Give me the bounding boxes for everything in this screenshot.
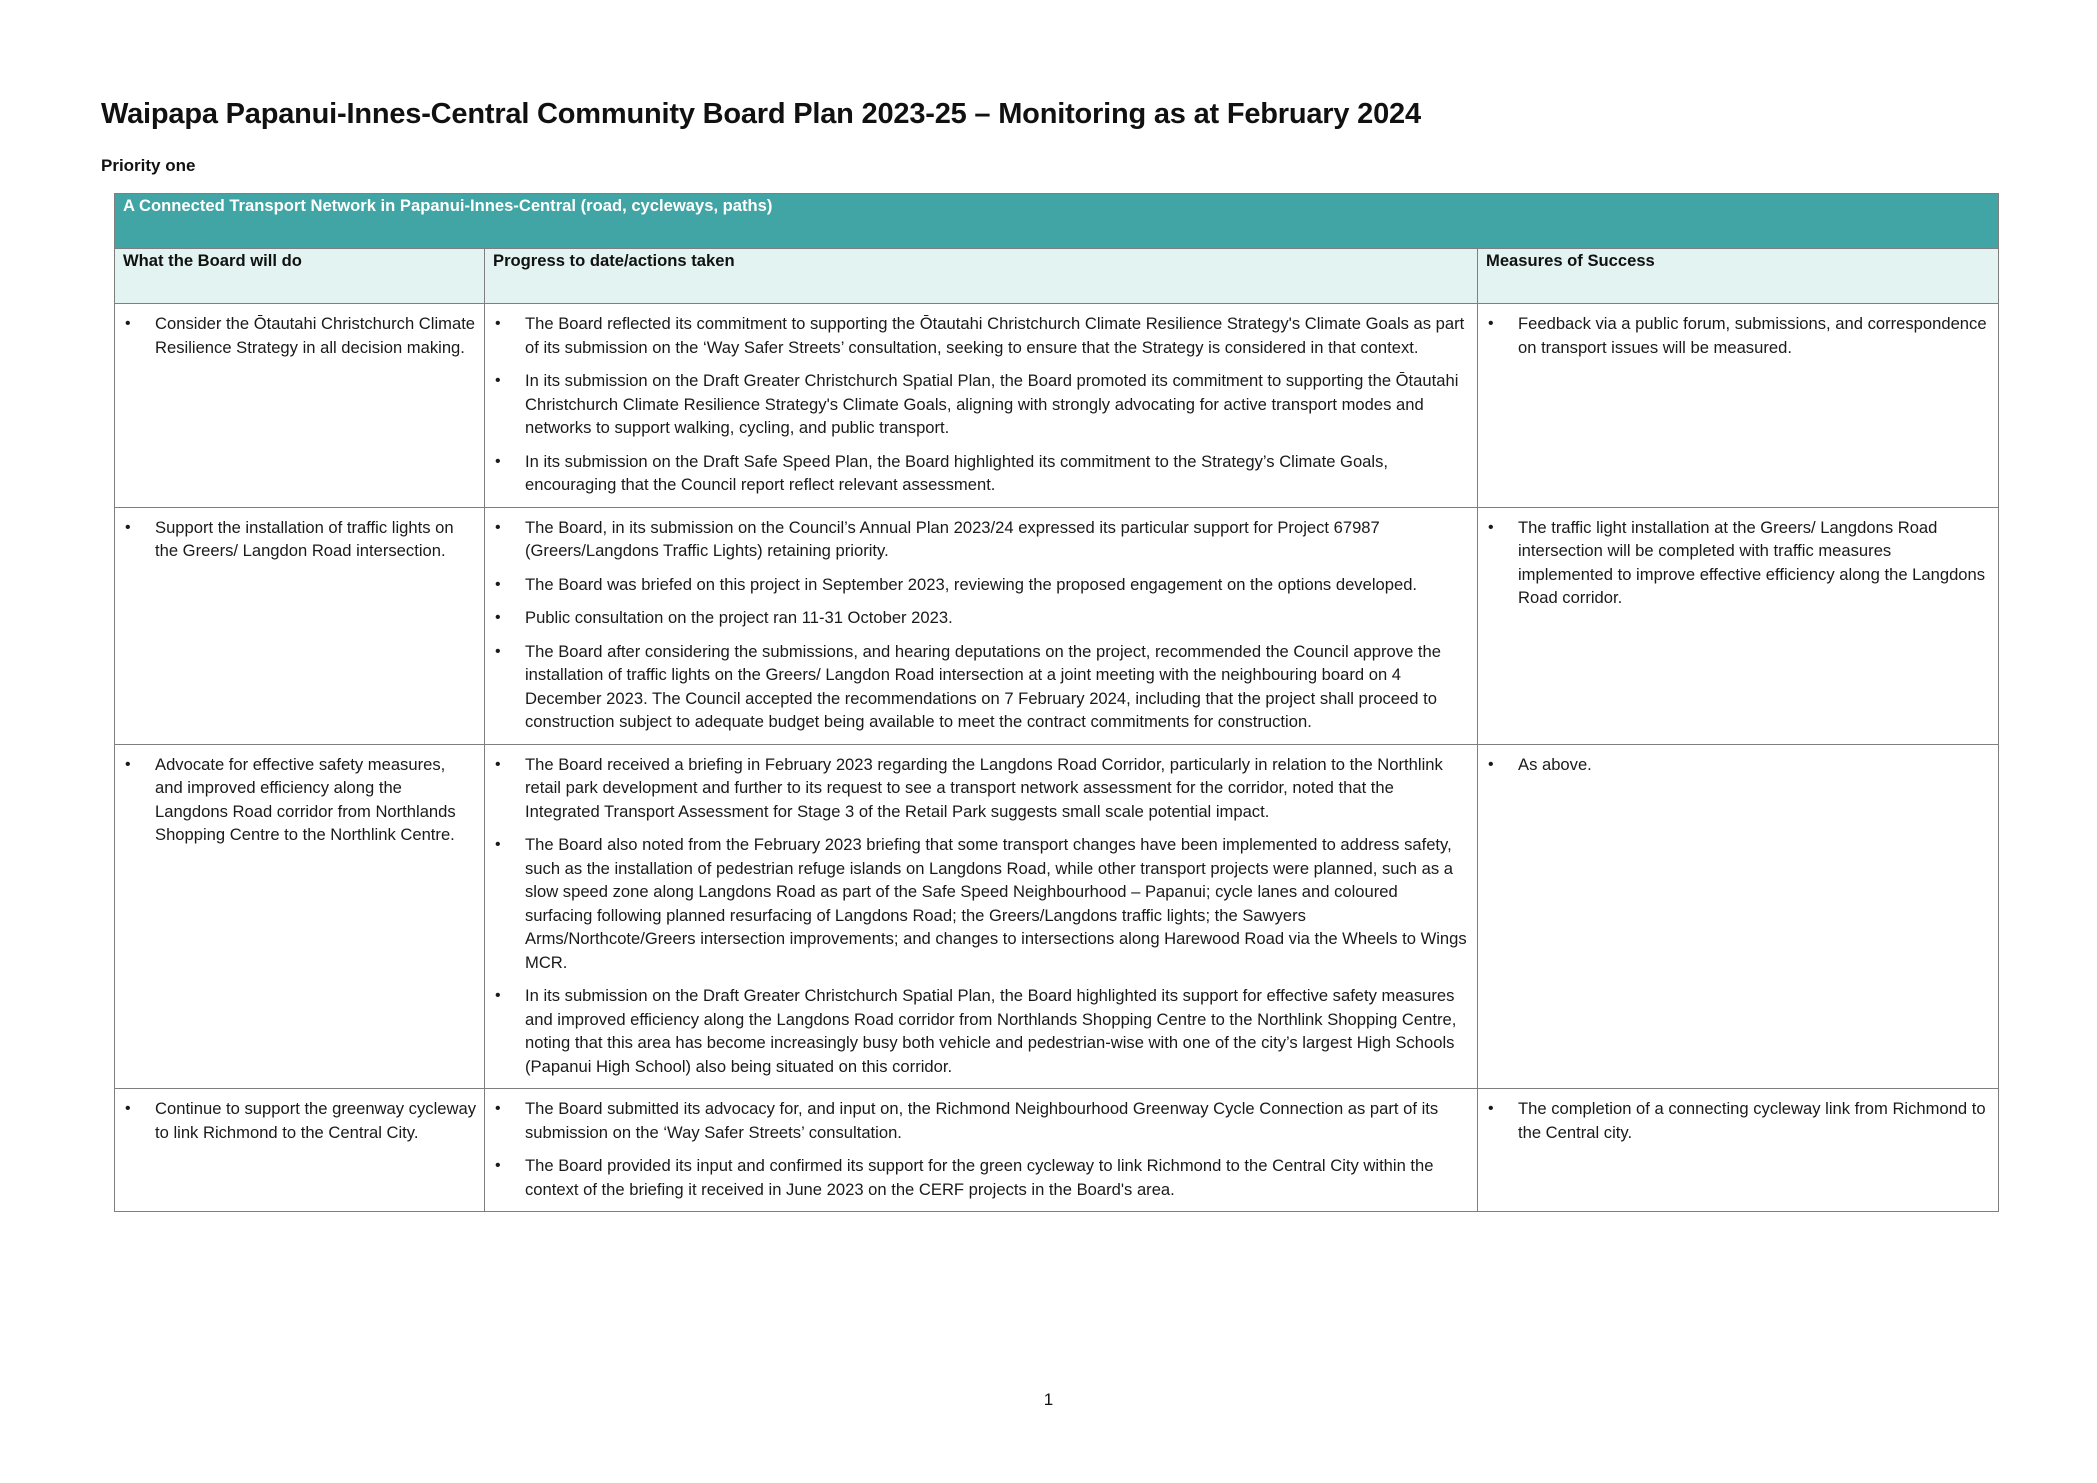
list-item-text: As above. [1518, 754, 1592, 774]
list-item-text: The Board, in its submission on the Council’s Annual Plan 2023/24 expressed its particular support for Project 67987 (Greers/Langdons Traffic Lights) retaining priority. [525, 517, 1380, 560]
bullet-list [1486, 1089, 1990, 1154]
list-item-text: The Board received a briefing in February 2023 regarding the Langdons Road Corridor, particularly in relation to the Northlink retail park development and further to its request to see a transport network assessment for the corridor, noted that the Integrated Transport Assessment for Stage 3 of the Retail Park suggests small scale potential impact. [525, 754, 1443, 821]
list-item [1486, 312, 1990, 359]
list-item-text: In its submission on the Draft Greater Christchurch Spatial Plan, the Board highlighted its support for effective safety measures and improved efficiency along the Langdons Road corridor from Northlands Shopping Centre to the Northlink Shopping Centre, noting that this area has become increasingly busy both vehicle and pedestrian-wise with one of the city’s largest High Schools (Papanui High School) also being situated on this corridor. [525, 986, 1457, 1076]
list-item-text: The Board also noted from the February 2023 briefing that some transport changes have been implemented to address safety, such as the installation of pedestrian refuge islands on Langdons Road, while other transport projects were planned, such as a slow speed zone along Langdons Road as part of the Safe Speed Neighbourhood – Papanui; cycle lanes and coloured surfacing following planned resurfacing of Langdons Road; the Greers/Langdons traffic lights; the Sawyers Arms/Northcote/Greers intersection improvements; and changes to intersections along Harewood Road via the Wheels to Wings MCR. [525, 835, 1467, 972]
list-item-text: Feedback via a public forum, submissions, and correspondence on transport issues will be measured. [1518, 314, 1987, 357]
measures-cell [1478, 507, 1999, 744]
bullet-list [1486, 745, 1990, 787]
list-item [493, 516, 1469, 563]
bullet-list [1486, 304, 1990, 369]
list-item [493, 984, 1469, 1078]
page-number: 1 [1043, 1390, 1054, 1409]
bullet-list [123, 1089, 476, 1154]
progress-cell [485, 507, 1478, 744]
bullet-icon: • [495, 755, 501, 773]
bullet-icon: • [1488, 518, 1494, 536]
list-item [123, 312, 476, 359]
list-item [1486, 753, 1990, 777]
table-row [115, 1089, 1999, 1212]
bullet-icon: • [1488, 755, 1494, 773]
list-item [493, 640, 1469, 734]
action-cell [115, 507, 485, 744]
bullet-icon: • [495, 836, 501, 853]
list-item [123, 753, 476, 847]
bullet-icon: • [1488, 315, 1494, 332]
bullet-icon: • [495, 1157, 501, 1174]
list-item-text: Consider the Ōtautahi Christchurch Climate Resilience Strategy in all decision making. [155, 314, 476, 357]
bullet-list [123, 304, 476, 369]
list-item-text: Public consultation on the project ran 11-31 October 2023. [525, 608, 953, 627]
list-item-text: The Board submitted its advocacy for, and input on, the Richmond Neighbourhood Greenway Cycle Connection as part of its submission on the ‘Way Safer Streets’ consultation. [525, 1099, 1439, 1142]
table-row [115, 304, 1999, 508]
bullet-list [123, 508, 476, 573]
bullet-icon: • [1488, 1100, 1494, 1117]
bullet-icon: • [495, 642, 501, 660]
bullet-list [1486, 508, 1990, 620]
bullet-icon: • [495, 1100, 501, 1117]
action-cell [115, 1089, 485, 1212]
bullet-icon: • [125, 755, 131, 773]
bullet-icon: • [495, 315, 501, 332]
list-item-text: The Board reflected its commitment to supporting the Ōtautahi Christchurch Climate Resilience Strategy's Climate Goals as part of its submission on the ‘Way Safer Streets’ consultation, seeking to ensure that the Strategy is considered in that context. [525, 314, 1465, 357]
bullet-icon: • [495, 518, 501, 536]
column-header-progress: Progress to date/actions taken [485, 249, 1478, 304]
list-item-text: The Board provided its input and confirmed its support for the green cycleway to link Richmond to the Central City within the context of the briefing it received in June 2023 on the CERF projects in the Board's area. [525, 1156, 1434, 1199]
list-item [123, 1097, 476, 1144]
bullet-list [493, 745, 1469, 1089]
list-item [493, 312, 1469, 359]
bullet-list [493, 508, 1469, 744]
list-item [493, 573, 1469, 597]
list-item [493, 369, 1469, 440]
progress-cell [485, 1089, 1478, 1212]
bullet-icon: • [495, 372, 501, 389]
list-item [493, 1097, 1469, 1144]
table-banner: A Connected Transport Network in Papanui-Innes-Central (road, cycleways, paths) [115, 194, 1999, 249]
priority-label: Priority one [101, 156, 196, 175]
column-header-measures: Measures of Success [1478, 249, 1999, 304]
progress-cell [485, 304, 1478, 508]
table-row [115, 744, 1999, 1089]
list-item [493, 450, 1469, 497]
list-item [493, 1154, 1469, 1201]
bullet-icon: • [495, 609, 501, 626]
list-item-text: The Board was briefed on this project in September 2023, reviewing the proposed engagement on the options developed. [525, 574, 1418, 594]
monitoring-table [114, 193, 1999, 1212]
measures-cell [1478, 744, 1999, 1089]
list-item-text: In its submission on the Draft Safe Speed Plan, the Board highlighted its commitment to the Strategy’s Climate Goals, encouraging that the Council report reflect relevant assessment. [525, 451, 1389, 494]
bullet-icon: • [495, 452, 501, 470]
list-item-text: In its submission on the Draft Greater Christchurch Spatial Plan, the Board promoted its commitment to supporting the Ōtautahi Christchurch Climate Resilience Strategy's Climate Goals, aligning with strongly advocating for active transport modes and networks to support walking, cycling, and public transport. [525, 371, 1459, 437]
bullet-list [123, 745, 476, 857]
page-title: Waipapa Papanui-Innes-Central Community Board Plan 2023-25 – Monitoring as at February 2024 [101, 98, 1421, 130]
list-item-text: The completion of a connecting cycleway link from Richmond to the Central city. [1518, 1099, 1986, 1142]
list-item [493, 833, 1469, 974]
list-item [1486, 516, 1990, 610]
bullet-icon: • [125, 1100, 131, 1117]
list-item [123, 516, 476, 563]
bullet-icon: • [125, 518, 131, 536]
bullet-list [493, 304, 1469, 507]
list-item-text: Support the installation of traffic lights on the Greers/ Langdon Road intersection. [155, 517, 454, 560]
table-row [115, 507, 1999, 744]
table-body [115, 304, 1999, 1212]
list-item [493, 753, 1469, 824]
list-item-text: Advocate for effective safety measures, and improved efficiency along the Langdons Road corridor from Northlands Shopping Centre to the Northlink Centre. [155, 754, 456, 844]
list-item [1486, 1097, 1990, 1144]
column-header-actions: What the Board will do [115, 249, 485, 304]
list-item [493, 606, 1469, 630]
list-item-text: Continue to support the greenway cycleway to link Richmond to the Central City. [155, 1099, 476, 1142]
bullet-icon: • [495, 575, 501, 593]
bullet-icon: • [495, 987, 501, 1004]
measures-cell [1478, 1089, 1999, 1212]
bullet-icon: • [125, 315, 131, 332]
measures-cell [1478, 304, 1999, 508]
action-cell [115, 744, 485, 1089]
list-item-text: The traffic light installation at the Greers/ Langdons Road intersection will be completed with traffic measures implemented to improve effective efficiency along the Langdons Road corridor. [1518, 517, 1986, 607]
bullet-list [493, 1089, 1469, 1211]
action-cell [115, 304, 485, 508]
progress-cell [485, 744, 1478, 1089]
list-item-text: The Board after considering the submissions, and hearing deputations on the project, recommended the Council approve the installation of traffic lights on the Greers/ Langdon Road intersection at a joint meeting with the neighbouring board on 4 December 2023. The Council accepted the recommendations on 7 February 2024, including that the project shall proceed to construction subject to adequate budget being available to meet the contract commitments for construction. [525, 641, 1441, 731]
